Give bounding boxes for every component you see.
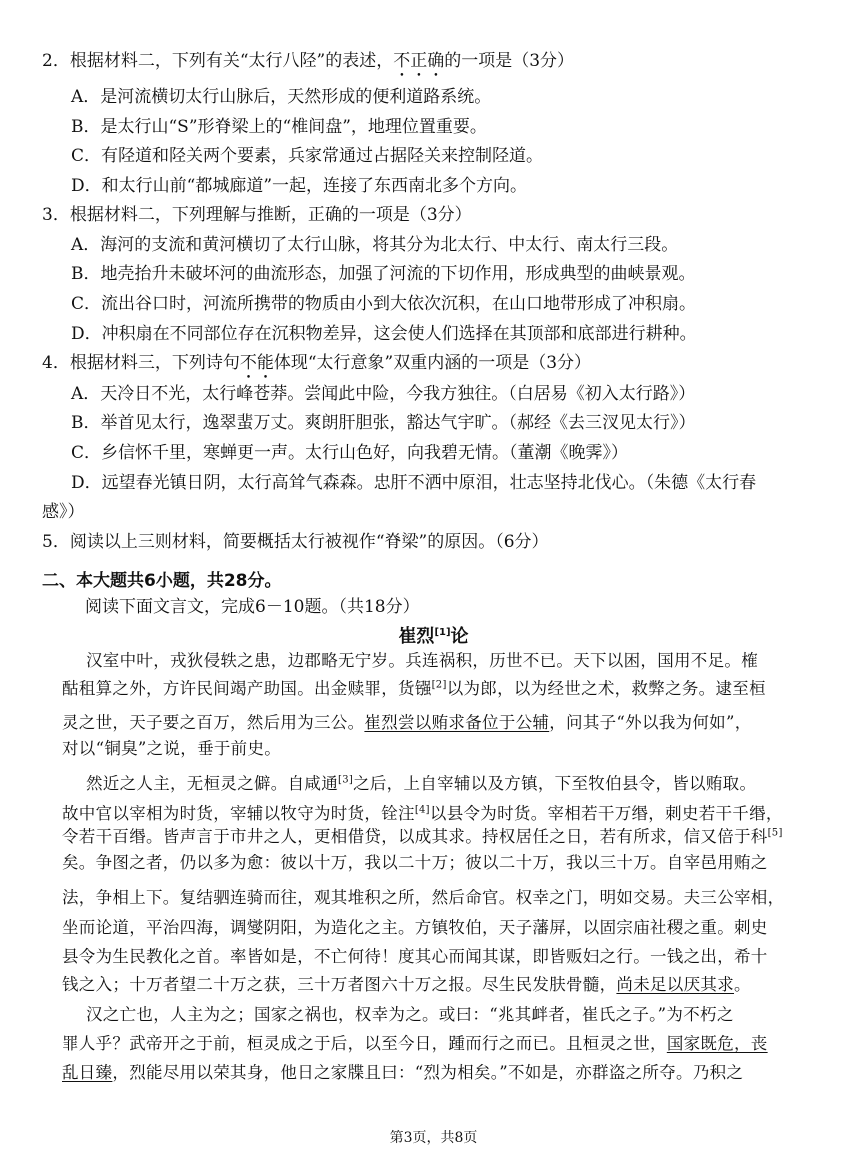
question-2-option-a: A．是河流横切太行山脉后，天然形成的便利道路系统。	[71, 87, 492, 107]
passage-line: 罪人乎？武帝开之于前，桓灵成之于后，以至今日，踵而行之而已。且桓灵之世，国家既危，丧	[62, 1034, 768, 1053]
passage-line: 坐而论道，平治四海，调燮阴阳，为造化之主。方镇牧伯，天子藩屏，以固宗庙社稷之重。刺史	[62, 918, 768, 937]
section-intro: 阅读下面文言文，完成6－10题。（共18分）	[85, 597, 420, 617]
question-3-option-b: B．地壳抬升未破坏河的曲流形态，加强了河流的下切作用，形成典型的曲峡景观。	[71, 264, 696, 284]
question-2-stem: 2．根据材料二，下列有关“太行八陉”的表述，不正确的一项是（3分）	[42, 51, 575, 71]
passage-line: 故中官以宰相为时货，宰辅以牧守为时货，铨注[4]以县令为时货。宰相若干万缗，刺史若干千缗，	[62, 804, 783, 823]
underlined-sentence-1: 崔烈尝以贿求备位于公辅	[364, 713, 550, 732]
question-3-stem: 3．根据材料二，下列理解与推断，正确的一项是（3分）	[42, 205, 472, 225]
question-3-option-a: A．海河的支流和黄河横切了太行山脉，将其分为北太行、中太行、南太行三段。	[71, 235, 679, 255]
underlined-sentence-3a: 国家既危，丧	[666, 1034, 768, 1053]
question-4-option-d-cont: 感》）	[42, 502, 85, 522]
passage-line: 对以“铜臭”之说，垂于前史。	[62, 739, 282, 758]
passage-line: 县令为生民教化之首。率皆如是，不亡何待！度其心而闻其谋，即皆贩妇之行。一钱之出，希十	[62, 947, 768, 966]
passage-line: 汉之亡也，人主为之；国家之祸也，权幸为之。或曰：“兆其衅者，崔氏之子。”为不朽之	[86, 1005, 734, 1024]
passage-line: 矣。争图之者，仍以多为愈：彼以十万，我以二十万；彼以二十万，我以三十万。自宰邑用贿之	[62, 853, 768, 872]
passage-line: 汉室中叶，戎狄侵轶之患，边郡略无宁岁。兵连祸积，历世不已。天下以困，国用不足。榷	[86, 651, 758, 670]
page-number: 第3页，共8页	[389, 1130, 478, 1146]
question-3-option-d: D．冲积扇在不同部位存在沉积物差异，这会使人们选择在其顶部和底部进行耕种。	[71, 324, 697, 344]
passage-line: 然近之人主，无桓灵之僻。自咸通[3]之后，上自宰辅以及方镇，下至牧伯县令，皆以贿取。	[86, 774, 757, 793]
question-4-stem: 4．根据材料三，下列诗句不能体现“太行意象”双重内涵的一项是（3分）	[42, 353, 592, 373]
underlined-sentence-2: 尚未足以厌其求	[616, 975, 735, 994]
passage-title: 崔烈[1]论	[398, 626, 469, 647]
section-heading: 二、本大题共6小题，共28分。	[42, 571, 282, 591]
question-2-option-d: D．和太行山前“都城廊道”一起，连接了东西南北多个方向。	[71, 176, 528, 196]
passage-line: 酤租算之外，方许民间竭产助国。出金赎罪，货镪[2]以为郎，以为经世之术，救弊之务。逮至桓	[62, 679, 766, 698]
question-2-option-b: B．是太行山“S”形脊梁上的“椎间盘”，地理位置重要。	[71, 117, 487, 137]
passage-line: 钱之入；十万者望二十万之获，三十万者图六十万之报。尽生民发肤骨髓，尚未足以厌其求。	[62, 975, 751, 994]
passage-line: 灵之世，天子要之百万，然后用为三公。崔烈尝以贿求备位于公辅，问其子“外以我为何如”，	[62, 713, 752, 732]
question-2-option-c: C．有陉道和陉关两个要素，兵家常通过占据陉关来控制陉道。	[71, 146, 544, 166]
question-5-stem: 5．阅读以上三则材料，简要概括太行被视作“脊梁”的原因。（6分）	[42, 532, 549, 552]
passage-line: 乱日臻，烈能尽用以荣其身，他日之家牒且曰：“烈为相矣。”不如是，亦群盗之所夺。乃积之	[62, 1063, 744, 1082]
question-4-option-d: D．远望春光镇日阴，太行高耸气森森。忠肝不洒中原泪，壮志坚持北伐心。（朱德《太行春	[71, 473, 757, 493]
passage-line: 令若干百缗。皆声言于市井之人，更相借贷，以成其求。持权居任之日，若有所求，信又倍于科[5]	[62, 827, 783, 846]
question-4-option-a: A．天冷日不光，太行峰苍莽。尝闻此中险，今我方独往。（白居易《初入太行路》）	[71, 384, 696, 404]
question-4-option-b: B．举首见太行，逸翠蜚万丈。爽朗肝胆张，豁达气宇旷。（郝经《去三汊见太行》）	[71, 413, 696, 433]
passage-line: 法，争相上下。复结驷连骑而往，观其堆积之所，然后命官。权幸之门，明如交易。夫三公宰相，	[62, 888, 785, 907]
question-3-option-c: C．流出谷口时，河流所携带的物质由小到大依次沉积，在山口地带形成了冲积扇。	[71, 294, 697, 314]
underlined-sentence-3b: 乱日臻	[62, 1063, 113, 1082]
question-4-option-c: C．乡信怀千里，寒蝉更一声。太行山色好，向我碧无情。（董潮《晚霁》）	[71, 443, 629, 463]
